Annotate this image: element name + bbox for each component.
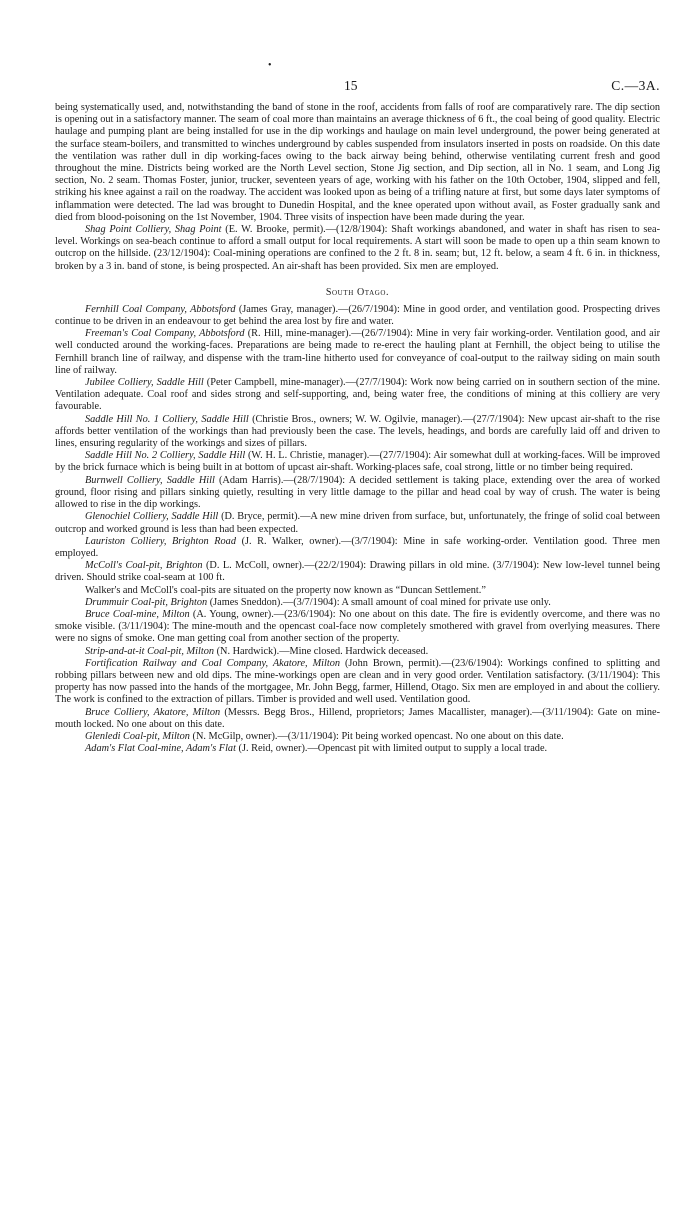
list-item xyxy=(55,414,660,451)
entry-title: Jubilee Colliery, Saddle Hill xyxy=(85,377,204,389)
page-mark: • xyxy=(268,60,272,71)
entry-title: Burnwell Colliery, Saddle Hill xyxy=(85,474,215,486)
document-reference: C.—3A. xyxy=(611,78,660,93)
entry-title: Fernhill Coal Company, Abbotsford xyxy=(85,303,236,315)
list-item xyxy=(55,475,660,512)
list-item xyxy=(55,658,660,707)
entry-text: (E. W. Brooke, permit).—(12/8/1904): Shaft workings abandoned, and water in shaft has risen to sea-level. Workings on sea-beach continue to afford a small output for local requirements. A start will soon be made to open up a thin seam known to outcrop on the hillside. (23/12/1904): Coal-mining operations are confined to the 2 ft. 8 in. seam; but, 12 ft. below, a seam 4 ft. 6 in. in thickness, broken by a 3 in. band of stone, is being prospected. An air-shaft has been provided. Six men are employed. xyxy=(55,224,660,272)
entry-text: (James Sneddon).—(3/7/1904): A small amount of coal mined for private use only. xyxy=(207,596,551,608)
entry-text: (A. Young, owner).—(23/6/1904): No one about on this date. The fire is evidently overcome, and there was no smoke visible. (3/11/1904): The mine-mouth and the opencast coal-face now completely smothered with gravel from overlying measures. There were no signs of smoke. One man getting coal from another section of the property. xyxy=(55,608,660,645)
entry-title: Shag Point Colliery, Shag Point xyxy=(85,224,222,236)
entry-title: McColl's Coal-pit, Brighton xyxy=(85,560,203,572)
list-item xyxy=(55,304,660,328)
entry-text: (W. H. L. Christie, manager).—(27/7/1904): Air somewhat dull at working-faces. Will be improved by the brick furnace which is being built in at bottom of upcast air-shaft. Working-places safe, coal strong, little or no timber being required. xyxy=(55,450,660,474)
entry-title: Saddle Hill No. 1 Colliery, Saddle Hill xyxy=(85,413,249,425)
list-item xyxy=(55,597,660,609)
entry-shag-point xyxy=(55,224,660,273)
list-item xyxy=(55,536,660,560)
entry-text: (Messrs. Begg Bros., Hillend, proprietors; James Macallister, manager).—(3/11/1904): Gate on mine-mouth locked. No one about on this date. xyxy=(55,706,660,730)
page-number: 15 xyxy=(344,78,358,93)
entry-text: (D. L. McColl, owner).—(22/2/1904): Drawing pillars in old mine. (3/7/1904): New low-level tunnel being driven. Should strike coal-seam at 100 ft. xyxy=(55,560,660,584)
entry-text: (Peter Campbell, mine-manager).—(27/7/1904): Work now being carried on in southern section of the mine. Ventilation adequate. Coal roof and sides strong and self-supporting, and, being water free, the conditions of mining at this colliery are very favourable. xyxy=(55,377,660,413)
list-item xyxy=(55,731,660,743)
list-item xyxy=(55,511,660,535)
entry-title: Adam's Flat Coal-mine, Adam's Flat xyxy=(85,743,236,755)
list-item xyxy=(55,450,660,474)
entry-title: Glenledi Coal-pit, Milton xyxy=(85,730,190,742)
entry-title: Saddle Hill No. 2 Colliery, Saddle Hill xyxy=(85,450,246,462)
list-item xyxy=(55,646,660,658)
entry-text: (J. R. Walker, owner).—(3/7/1904): Mine in safe working-order. Ventilation good. Three men employed. xyxy=(55,535,660,559)
entry-title: Drummuir Coal-pit, Brighton xyxy=(85,596,208,608)
page-header xyxy=(55,78,660,102)
list-item xyxy=(55,707,660,731)
intro-paragraph: being systematically used, and, notwithstanding the band of stone in the roof, accidents from falls of roof are comparatively rare. The dip section is opening out in a satisfactory manner. The seam of coal more than maintains an average thickness of 6 ft., the coal being of good quality. Electric haulage and pumping plant are being installed for use in the dip workings and haulage on main level underground, the power being generated at the surface steam-boilers, and transmitted to winches underground by cables suspended from insulators inserted in posts on roadside. On this date the ventilation was rather dull in dip working-faces owing to the back airway being behind, otherwise ventilating current fresh and good throughout the mine. Districts being worked are the North Level section, Stone Jig section, and Dip section, all in No. 1 seam, and Long Jig section, No. 2 seam. Thomas Foster, junior, trucker, seventeen years of age, working with his father on the 10th October, 1904, slipped and fell, striking his knee against a rail on the roadway. The accident was looked upon as being of a trifling nature at first, but some days later symptoms of inflammation were detected. The lad was brought to Dunedin Hospital, and the knee operated upon without avail, as Foster gradually sank and died from blood-poisoning on the 1st November, 1904. Three visits of inspection have been made during the year. xyxy=(55,102,660,223)
document-page xyxy=(55,78,660,755)
entry-text: (R. Hill, mine-manager).—(26/7/1904): Mine in very fair working-order. Ventilation good, and air well conducted around the working-faces. Preparations are being made to re-erect the hauling plant at Fernhill, the object being to utilise the Fernhill branch line of railway, and dispense with the tram-line hitherto used for conveyance of coal-output to the railway siding on main south line of railway. xyxy=(55,328,660,376)
section-heading: South Otago. xyxy=(325,286,390,298)
entry-text: (Christie Bros., owners; W. W. Ogilvie, manager).—(27/7/1904): New upcast air-shaft to the rise affords better ventilation of the workings than had previously been the case. The levels, headings, and bords are carefully laid off and driven to lines, ensuring regularity of the workings and sizes of pillars. xyxy=(55,413,660,450)
entry-title: Bruce Colliery, Akatore, Milton xyxy=(85,706,221,718)
list-item xyxy=(55,560,660,584)
entry-text: (J. Reid, owner).—Opencast pit with limited output to supply a local trade. xyxy=(235,743,548,755)
entry-text: (Adam Harris).—(28/7/1904): A decided settlement is taking place, extending over the area of worked ground, floor rising and pillars sinking quietly, resulting in very little damage to the pillar and head coal by way of crush. The water is being allowed to rise in the dip workings. xyxy=(55,474,660,511)
entry-text: (D. Bryce, permit).—A new mine driven from surface, but, unfortunately, the fringe of solid coal between outcrop and worked ground is less than had been expected. xyxy=(55,511,660,535)
entries-list xyxy=(55,304,660,756)
entry-title: Strip-and-at-it Coal-pit, Milton xyxy=(85,645,214,657)
list-item xyxy=(55,377,660,414)
entry-title: Fortification Railway and Coal Company, Akatore, Milton xyxy=(85,657,341,669)
list-item xyxy=(55,585,660,597)
entry-title: Freeman's Coal Company, Abbotsford xyxy=(85,328,245,340)
entry-title: Lauriston Colliery, Brighton Road xyxy=(85,535,236,547)
entry-text: (James Gray, manager).—(26/7/1904): Mine in good order, and ventilation good. Prospecting drives continue to be driven in an endeavour to get behind the area lost by fire and water. xyxy=(55,303,661,328)
entry-text: (N. Hardwick).—Mine closed. Hardwick deceased. xyxy=(214,645,429,657)
entry-title: Bruce Coal-mine, Milton xyxy=(85,608,190,620)
entry-text: Walker's and McColl's coal-pits are situated on the property now known as “Duncan Settlement.” xyxy=(85,584,486,596)
list-item xyxy=(55,609,660,646)
entry-text: (N. McGilp, owner).—(3/11/1904): Pit being worked opencast. No one about on this date. xyxy=(189,730,564,742)
list-item xyxy=(55,328,660,377)
entry-text: (John Brown, permit).—(23/6/1904): Workings confined to splitting and robbing pillars between new and old dips. The mine-workings open are clean and in very good order. Ventilation satisfactory. (3/11/1904): This property has now passed into the hands of the mortgagee, Mr. John Begg, farmer, Hillend, Otago. Six men are employed in and about the colliery. The work is confined to the extraction of pillars. Timber is provided and well used. Ventilation good. xyxy=(55,657,660,706)
entry-title: Glenochiel Colliery, Saddle Hill xyxy=(85,511,219,523)
list-item xyxy=(55,743,660,755)
